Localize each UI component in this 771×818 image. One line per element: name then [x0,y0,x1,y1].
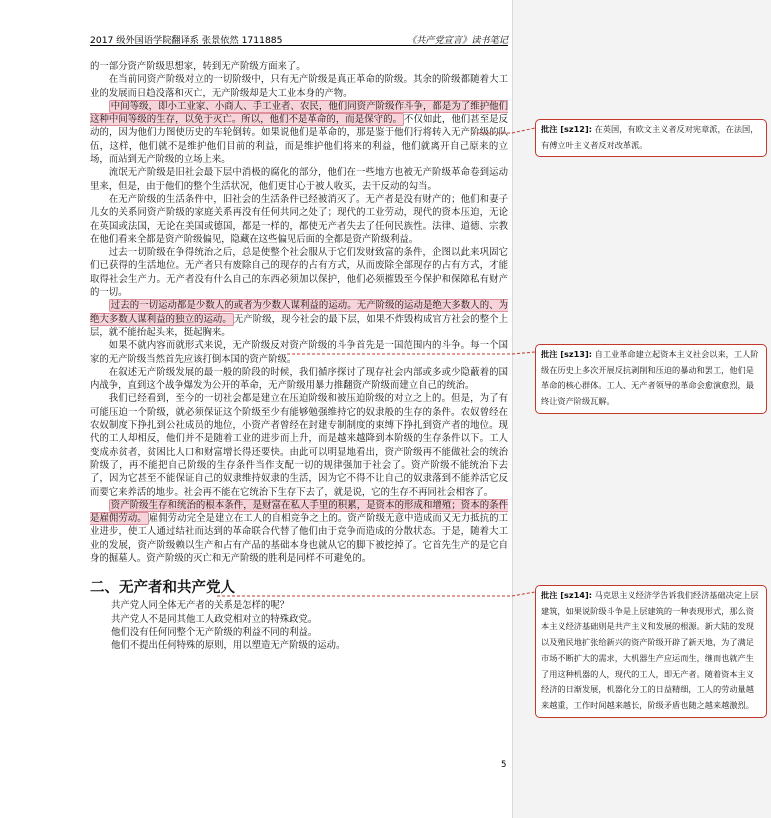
paragraph [90,499,508,565]
paragraph: 如果不就内容而就形式来说，无产阶级反对资产阶级的斗争首先是一国范围内的斗争。每一个国家的无产阶级当然首先应该打倒本国的资产阶级。 [90,340,508,365]
paragraph-text: 不仅如此，他们甚至是反动的，因为他们力图使历史的车轮倒转。如果说他们是革命的，那是鉴于他们行将转入无产阶级的队伍，这样，他们就不是维护他们目前的利益，而是维护他们将来的利益，他们就离开自己原来的立场，而站到无产阶级的立场上来。 [90,114,508,166]
section-title: 二、无产者和共产党人 [90,580,235,597]
paragraph: 他们不提出任何特殊的原则，用以塑造无产阶级的运动。 [111,640,346,652]
highlight-sz12[interactable]: 中间等级，即小工业家、小商人、手工业者、农民，他们同资产阶级作斗争，都是为了维护他们这种中间等级的生存，以免于灭亡。所以，他们不是革命的，而是保守的。 [90,100,508,126]
paragraph: 他们没有任何同整个无产阶级的利益不同的利益。 [111,626,318,638]
paragraph: 过去一切阶级在争得统治之后，总是使整个社会服从于它们发财致富的条件，企图以此来巩固它们已获得的生活地位。无产者只有废除自己的现存的占有方式，从而废除全部现存的占有方式，才能取得社会生产力。无产者没有什么自己的东西必须加以保护，他们必须摧毁至今保护和保障私有财产的一切。 [90,247,508,299]
comment-tag: 批注 [sz12]: [541,124,593,134]
paragraph [90,100,508,166]
header-right: 《共产党宣言》读书笔记 [406,35,508,46]
comment-text: 马克思主义经济学告诉我们经济基础决定上层建筑，如果说阶级斗争是上层建筑的一种表现形式，那么资本主义经济基础则是共产主义和发展的根源。新大陆的发现以及殖民地扩张给新兴的资产阶级开辟了新天地，为了满足市场不断扩大的需求，大机器生产应运而生，继而也就产生了用这种机器的人，现代的工人，即无产者。随着资本主义经济的日渐发展，机器化分工的日益精细，工人的劳动量越来越重，工作时间越来越长，阶级矛盾也随之越来越激烈。 [541,590,759,710]
paragraph-text: 雇佣劳动完全是建立在工人的自相竞争之上的。资产阶级无意中造成而又无力抵抗的工业进步，使工人通过结社而达到的革命联合代替了他们由于竞争而造成的分散状态。于是，随着大工业的发展，资产阶级赖以生产和占有产品的基础本身也就从它的脚下被挖掉了。它首先生产的是它自身的掘墓人。资产阶级的灭亡和无产阶级的胜利是同样不可避免的。 [90,513,508,564]
paragraph: 在叙述无产阶级发展的最一般的阶段的时候，我们循序探讨了现存社会内部或多或少隐蔽着的国内战争，直到这个战争爆发为公开的革命，无产阶级用暴力推翻资产阶级而建立自己的统治。 [90,366,508,392]
header-left: 2017 级外国语学院翻译系 张景依然 1711885 [90,35,283,46]
comment-text: 在英国，有欧文主义者反对宪章派，在法国，有傅立叶主义者反对改革派。 [541,124,759,150]
document-body[interactable] [90,60,508,652]
paragraph: 在当前同资产阶级对立的一切阶级中，只有无产阶级是真正革命的阶级。其余的阶级都随着大工业的发展而日趋没落和灭亡，无产阶级却是大工业本身的产物。 [90,74,508,99]
page-number: 5 [501,760,507,770]
paragraph: 在无产阶级的生活条件中，旧社会的生活条件已经被消灭了。无产者是没有财产的；他们和妻子儿女的关系同资产阶级的家庭关系再没有任何共同之处了；现代的工业劳动，现代的资本压迫，无论在英国或法国，无论在美国或德国，都是一样的，都使无产者失去了任何民族性。法律、道德、宗教在他们看来全都是资产阶级偏见，隐藏在这些偏见后面的全都是资产阶级利益。 [90,193,508,245]
highlight-sz14[interactable]: 资产阶级生存和统治的根本条件，是财富在私人手里的积累，是资本的形成和增殖；资本的条件是雇佣劳动。 [90,499,508,525]
paragraph [90,299,508,339]
comment-sz14[interactable] [535,585,767,718]
paragraph: 共产党人同全体无产者的关系是怎样的呢？ [111,600,290,612]
comment-sz12[interactable] [535,119,767,157]
comment-tag: 批注 [sz13]: [541,349,593,359]
paragraph-text: 无产阶级，现今社会的最下层，如果不炸毁构成官方社会的整个上层，就不能抬起头来，挺起胸来。 [90,313,508,338]
paragraph: 的一部分资产阶级思想家，转到无产阶级方面来了。 [90,61,306,72]
comment-text: 自工业革命建立起资本主义社会以来，工人阶级在历史上多次开展反抗剥削和压迫的暴动和罢工，他们是革命的核心群体。工人、无产者领导的革命会愈演愈烈，最终让资产阶级瓦解。 [541,349,759,407]
highlight-sz13[interactable]: 过去的一切运动都是少数人的或者为少数人谋利益的运动。无产阶级的运动是绝大多数人的、为绝大多数人谋利益的独立的运动。 [90,300,508,325]
comment-tag: 批注 [sz14]: [541,590,593,600]
paragraph: 流氓无产阶级是旧社会最下层中消极的腐化的部分，他们在一些地方也被无产阶级革命卷到运动里来，但是，由于他们的整个生活状况，他们更甘心于被人收买，去干反动的勾当。 [90,167,508,192]
comment-sz13[interactable] [535,344,767,414]
paragraph: 我们已经看到，至今的一切社会都是建立在压迫阶级和被压迫阶级的对立之上的。但是，为了有可能压迫一个阶级，就必须保证这个阶级至少有能够勉强维持它的奴隶般的生存的条件。农奴曾经在农奴制度下挣扎到公社成员的地位，小资产者曾经在封建专制制度的束缚下挣扎到资产者的地位。现代的工人却相反，他们并不是随着工业的进步而上升，而是越来越降到本阶级的生存条件以下。工人变成赤贫者，贫困比人口和财富增长得还要快。由此可以明显地看出，资产阶级再不能做社会的统治阶级了，再不能把自己阶级的生存条件当作支配一切的规律强加于社会了。资产阶级不能统治下去了，因为它甚至不能保证自己的奴隶维持奴隶的生活，因为它不得不让自己的奴隶落到不能养活它反而要它来养活的地步。社会再不能在它统治下生存下去了，就是说，它的生存不再同社会相容了。 [90,393,508,498]
page-header [90,30,508,46]
paragraph: 共产党人不是同其他工人政党相对立的特殊政党。 [111,613,318,625]
